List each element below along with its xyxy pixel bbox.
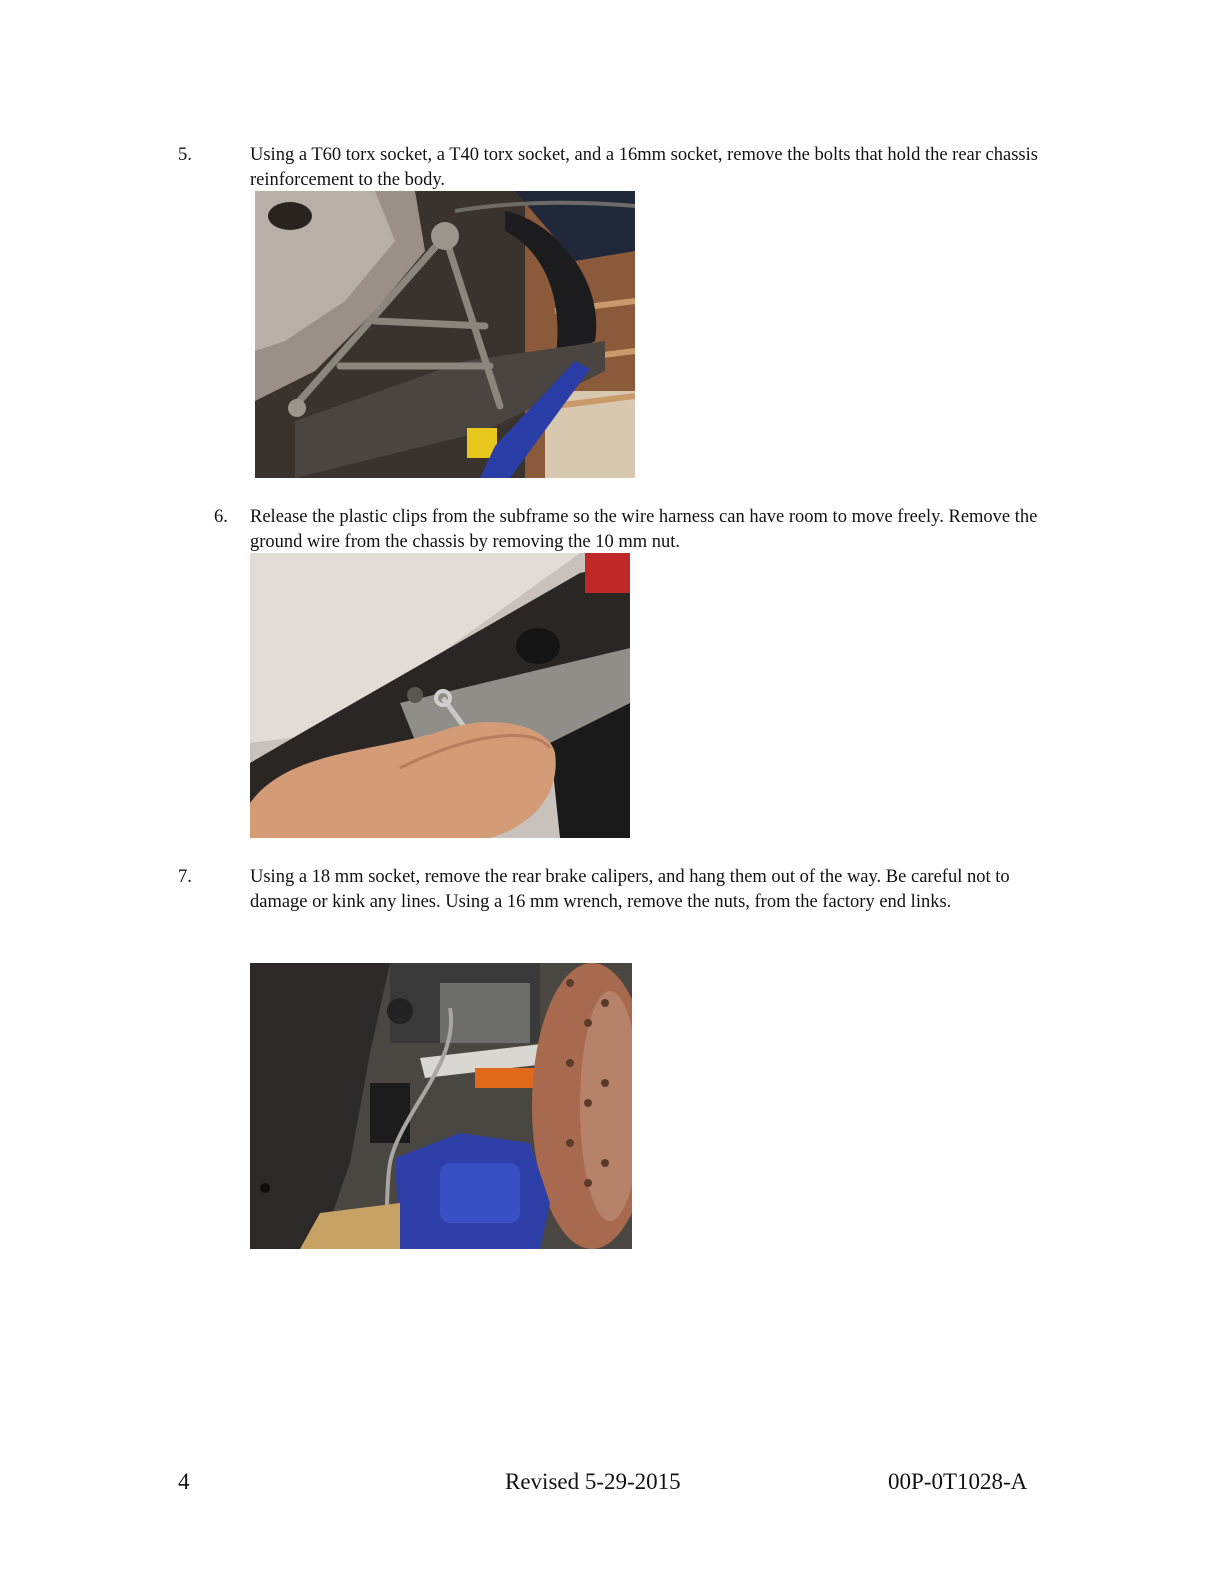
footer-document-number: 00P-0T1028-A (888, 1469, 1028, 1494)
step-7-text: Using a 18 mm socket, remove the rear brake calipers, and hang them out of the way. Be careful not to damage or kink any lines. Using a 16 mm wrench, remove the nuts, from the factory end links. (250, 867, 1010, 912)
photo-chassis-reinforcement (255, 191, 635, 478)
footer-page-number: 4 (178, 1469, 190, 1494)
photo-brake-caliper (250, 963, 632, 1249)
step-7-number: 7. (178, 867, 192, 887)
step-5-text: Using a T60 torx socket, a T40 torx socket, and a 16mm socket, remove the bolts that hold the rear chassis reinforcement to the body. (250, 145, 1038, 190)
step-6-number: 6. (214, 507, 228, 527)
photo-ground-wire (250, 553, 630, 838)
footer-revision-date: Revised 5-29-2015 (505, 1469, 681, 1494)
step-5-number: 5. (178, 145, 192, 165)
step-6-text: Release the plastic clips from the subframe so the wire harness can have room to move freely. Remove the ground wire from the chassis by removing the 10 mm nut. (250, 507, 1038, 552)
